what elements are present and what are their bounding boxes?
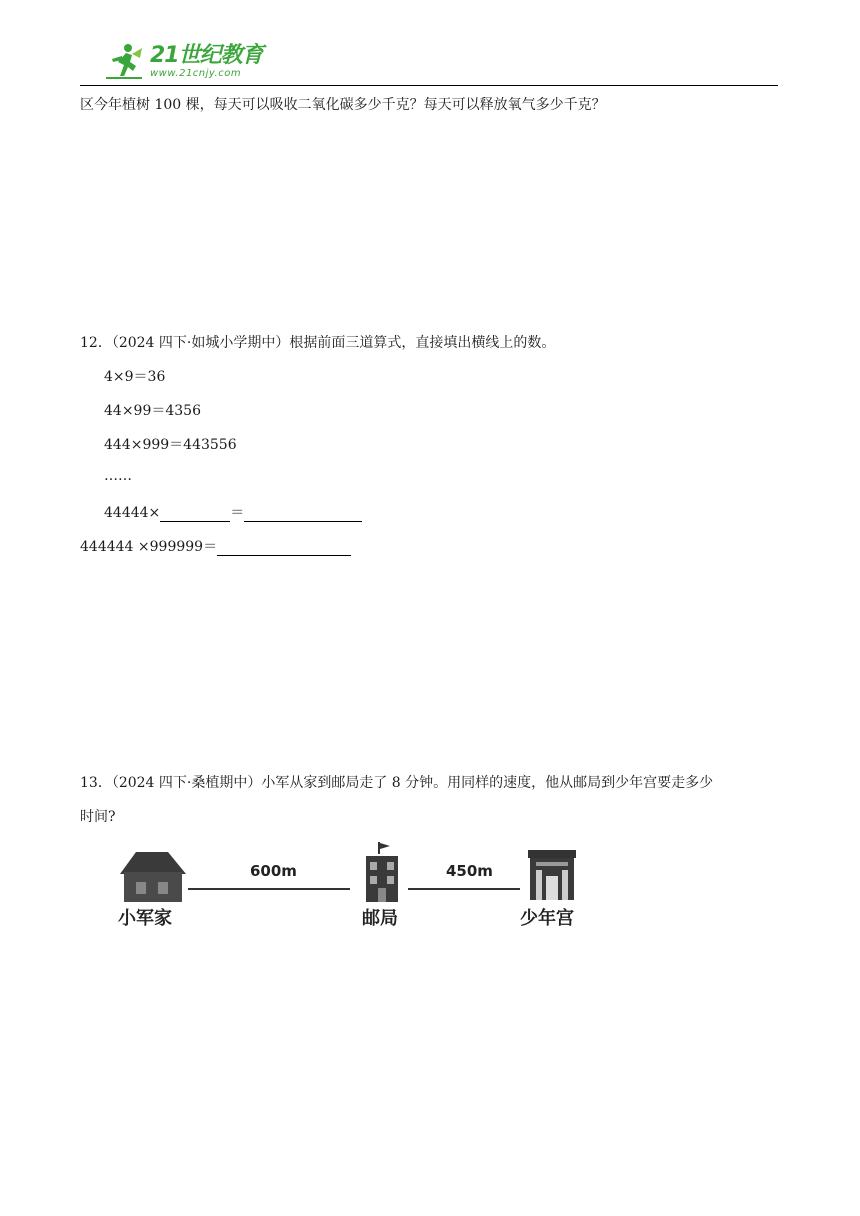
question-13-stem-cont: 时间?	[80, 809, 116, 825]
question-11-tail: 区今年植树 100 棵，每天可以吸收二氧化碳多少千克？每天可以释放氧气多少千克？	[80, 97, 606, 113]
distance-label-2: 450m	[446, 862, 493, 880]
house-icon	[116, 846, 188, 902]
page-header	[80, 38, 778, 86]
question-13-stem: 13．（2024 四下·桑植期中）小军从家到邮局走了 8 分钟。用同样的速度，他从邮局到少年宫要走多少	[80, 775, 714, 791]
runner-logo-icon	[102, 40, 146, 84]
fill-1-left: 44444×	[104, 505, 161, 521]
fill-2-left: 444444 ×999999＝	[80, 539, 218, 555]
equation-line-3: 444×999＝443556	[104, 437, 237, 453]
fill-in-line-2	[80, 536, 351, 556]
logo-subtitle: www.21cnjy.com	[150, 68, 242, 79]
answer-blank-1[interactable]	[160, 505, 230, 522]
fill-in-line-1	[104, 502, 362, 522]
answer-blank-2[interactable]	[244, 505, 362, 522]
distance-label-1: 600m	[250, 862, 297, 880]
place-label-home: 小军家	[118, 908, 172, 929]
youth-palace-icon	[528, 850, 576, 900]
route-figure	[108, 840, 588, 932]
road-segment-1	[188, 888, 350, 890]
answer-blank-3[interactable]	[217, 539, 351, 556]
fill-1-equals: ＝	[230, 505, 245, 521]
question-12-stem: 12．（2024 四下·如城小学期中）根据前面三道算式，直接填出横线上的数。	[80, 335, 556, 351]
post-office-icon	[360, 842, 404, 902]
ellipsis-line: ……	[104, 468, 132, 484]
logo-title: 21世纪教育	[150, 43, 263, 68]
place-label-post-office: 邮局	[362, 908, 398, 929]
logo	[102, 40, 263, 84]
header-divider	[80, 85, 778, 86]
road-segment-2	[408, 888, 520, 890]
equation-line-1: 4×9＝36	[104, 369, 166, 385]
place-label-youth-palace: 少年宫	[520, 908, 574, 929]
equation-line-2: 44×99＝4356	[104, 403, 201, 419]
